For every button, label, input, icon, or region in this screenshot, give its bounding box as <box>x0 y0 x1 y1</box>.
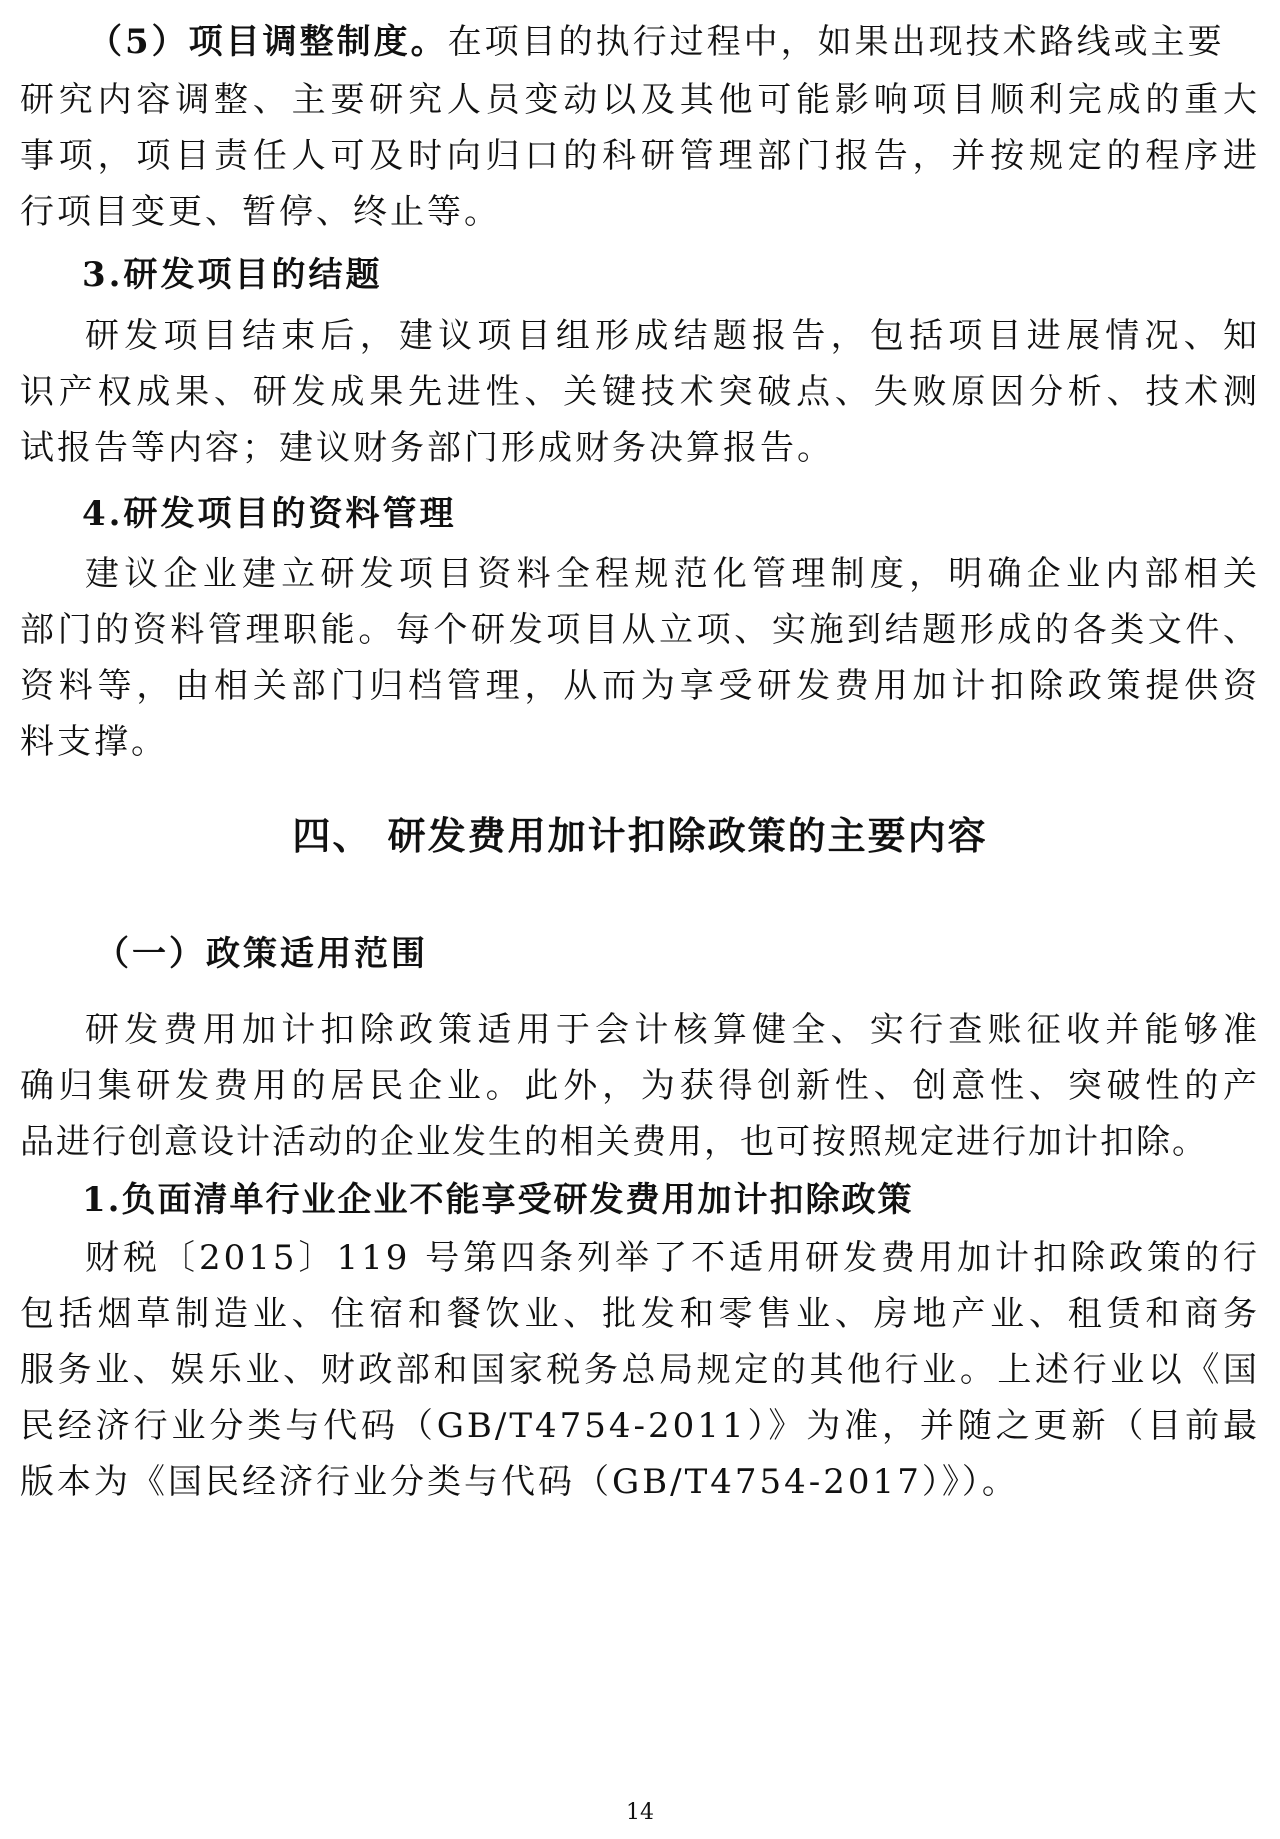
paragraph-line: 确归集研发费用的居民企业。此外，为获得创新性、创意性、突破性的产 <box>20 1066 1260 1106</box>
chapter-heading: 四、 研发费用加计扣除政策的主要内容 <box>292 813 988 858</box>
paragraph-line: 行项目变更、暂停、终止等。 <box>20 192 501 232</box>
paragraph-line: 部门的资料管理职能。每个研发项目从立项、实施到结题形成的各类文件、 <box>20 610 1260 650</box>
paragraph-line: 服务业、娱乐业、财政部和国家税务总局规定的其他行业。上述行业以《国 <box>20 1350 1260 1390</box>
paragraph-line: 品进行创意设计活动的企业发生的相关费用，也可按照规定进行加计扣除。 <box>20 1122 1208 1162</box>
subsection-heading: （一）政策适用范围 <box>95 934 428 974</box>
paragraph-line: 识产权成果、研发成果先进性、关键技术突破点、失败原因分析、技术测 <box>20 372 1260 412</box>
paragraph-line: 试报告等内容；建议财务部门形成财务决算报告。 <box>20 428 834 468</box>
paragraph-line: 建议企业建立研发项目资料全程规范化管理制度，明确企业内部相关 <box>85 554 1260 594</box>
paragraph-line: 事项，项目责任人可及时向归口的科研管理部门报告，并按规定的程序进 <box>20 136 1260 176</box>
paragraph-line: 研发项目结束后，建议项目组形成结题报告，包括项目进展情况、知 <box>85 316 1260 356</box>
item-heading: 4.研发项目的资料管理 <box>82 494 457 534</box>
paragraph-line: 料支撑。 <box>20 722 168 762</box>
item-heading: 3.研发项目的结题 <box>82 255 383 295</box>
paragraph-line: 包括烟草制造业、住宿和餐饮业、批发和零售业、房地产业、租赁和商务 <box>20 1294 1260 1334</box>
section-lead: （5）项目调整制度。 <box>88 22 448 62</box>
paragraph-line: 民经济行业分类与代码（GB/T4754-2011）》为准，并随之更新（目前最 <box>20 1406 1260 1446</box>
section-text: 在项目的执行过程中，如果出现技术路线或主要 <box>447 22 1225 62</box>
paragraph-line: 研发费用加计扣除政策适用于会计核算健全、实行查账征收并能够准 <box>85 1010 1260 1050</box>
paragraph-line: 研究内容调整、主要研究人员变动以及其他可能影响项目顺利完成的重大 <box>20 80 1260 120</box>
paragraph-line: 财税〔2015〕119 号第四条列举了不适用研发费用加计扣除政策的行 <box>85 1238 1260 1278</box>
paragraph-line: 版本为《国民经济行业分类与代码（GB/T4754-2017）》）。 <box>20 1462 1019 1502</box>
page-number: 14 <box>626 1800 654 1825</box>
paragraph-line: 资料等，由相关部门归档管理，从而为享受研发费用加计扣除政策提供资 <box>20 666 1260 706</box>
paragraph-line <box>88 22 1260 62</box>
item-heading: 1.负面清单行业企业不能享受研发费用加计扣除政策 <box>82 1180 914 1220</box>
